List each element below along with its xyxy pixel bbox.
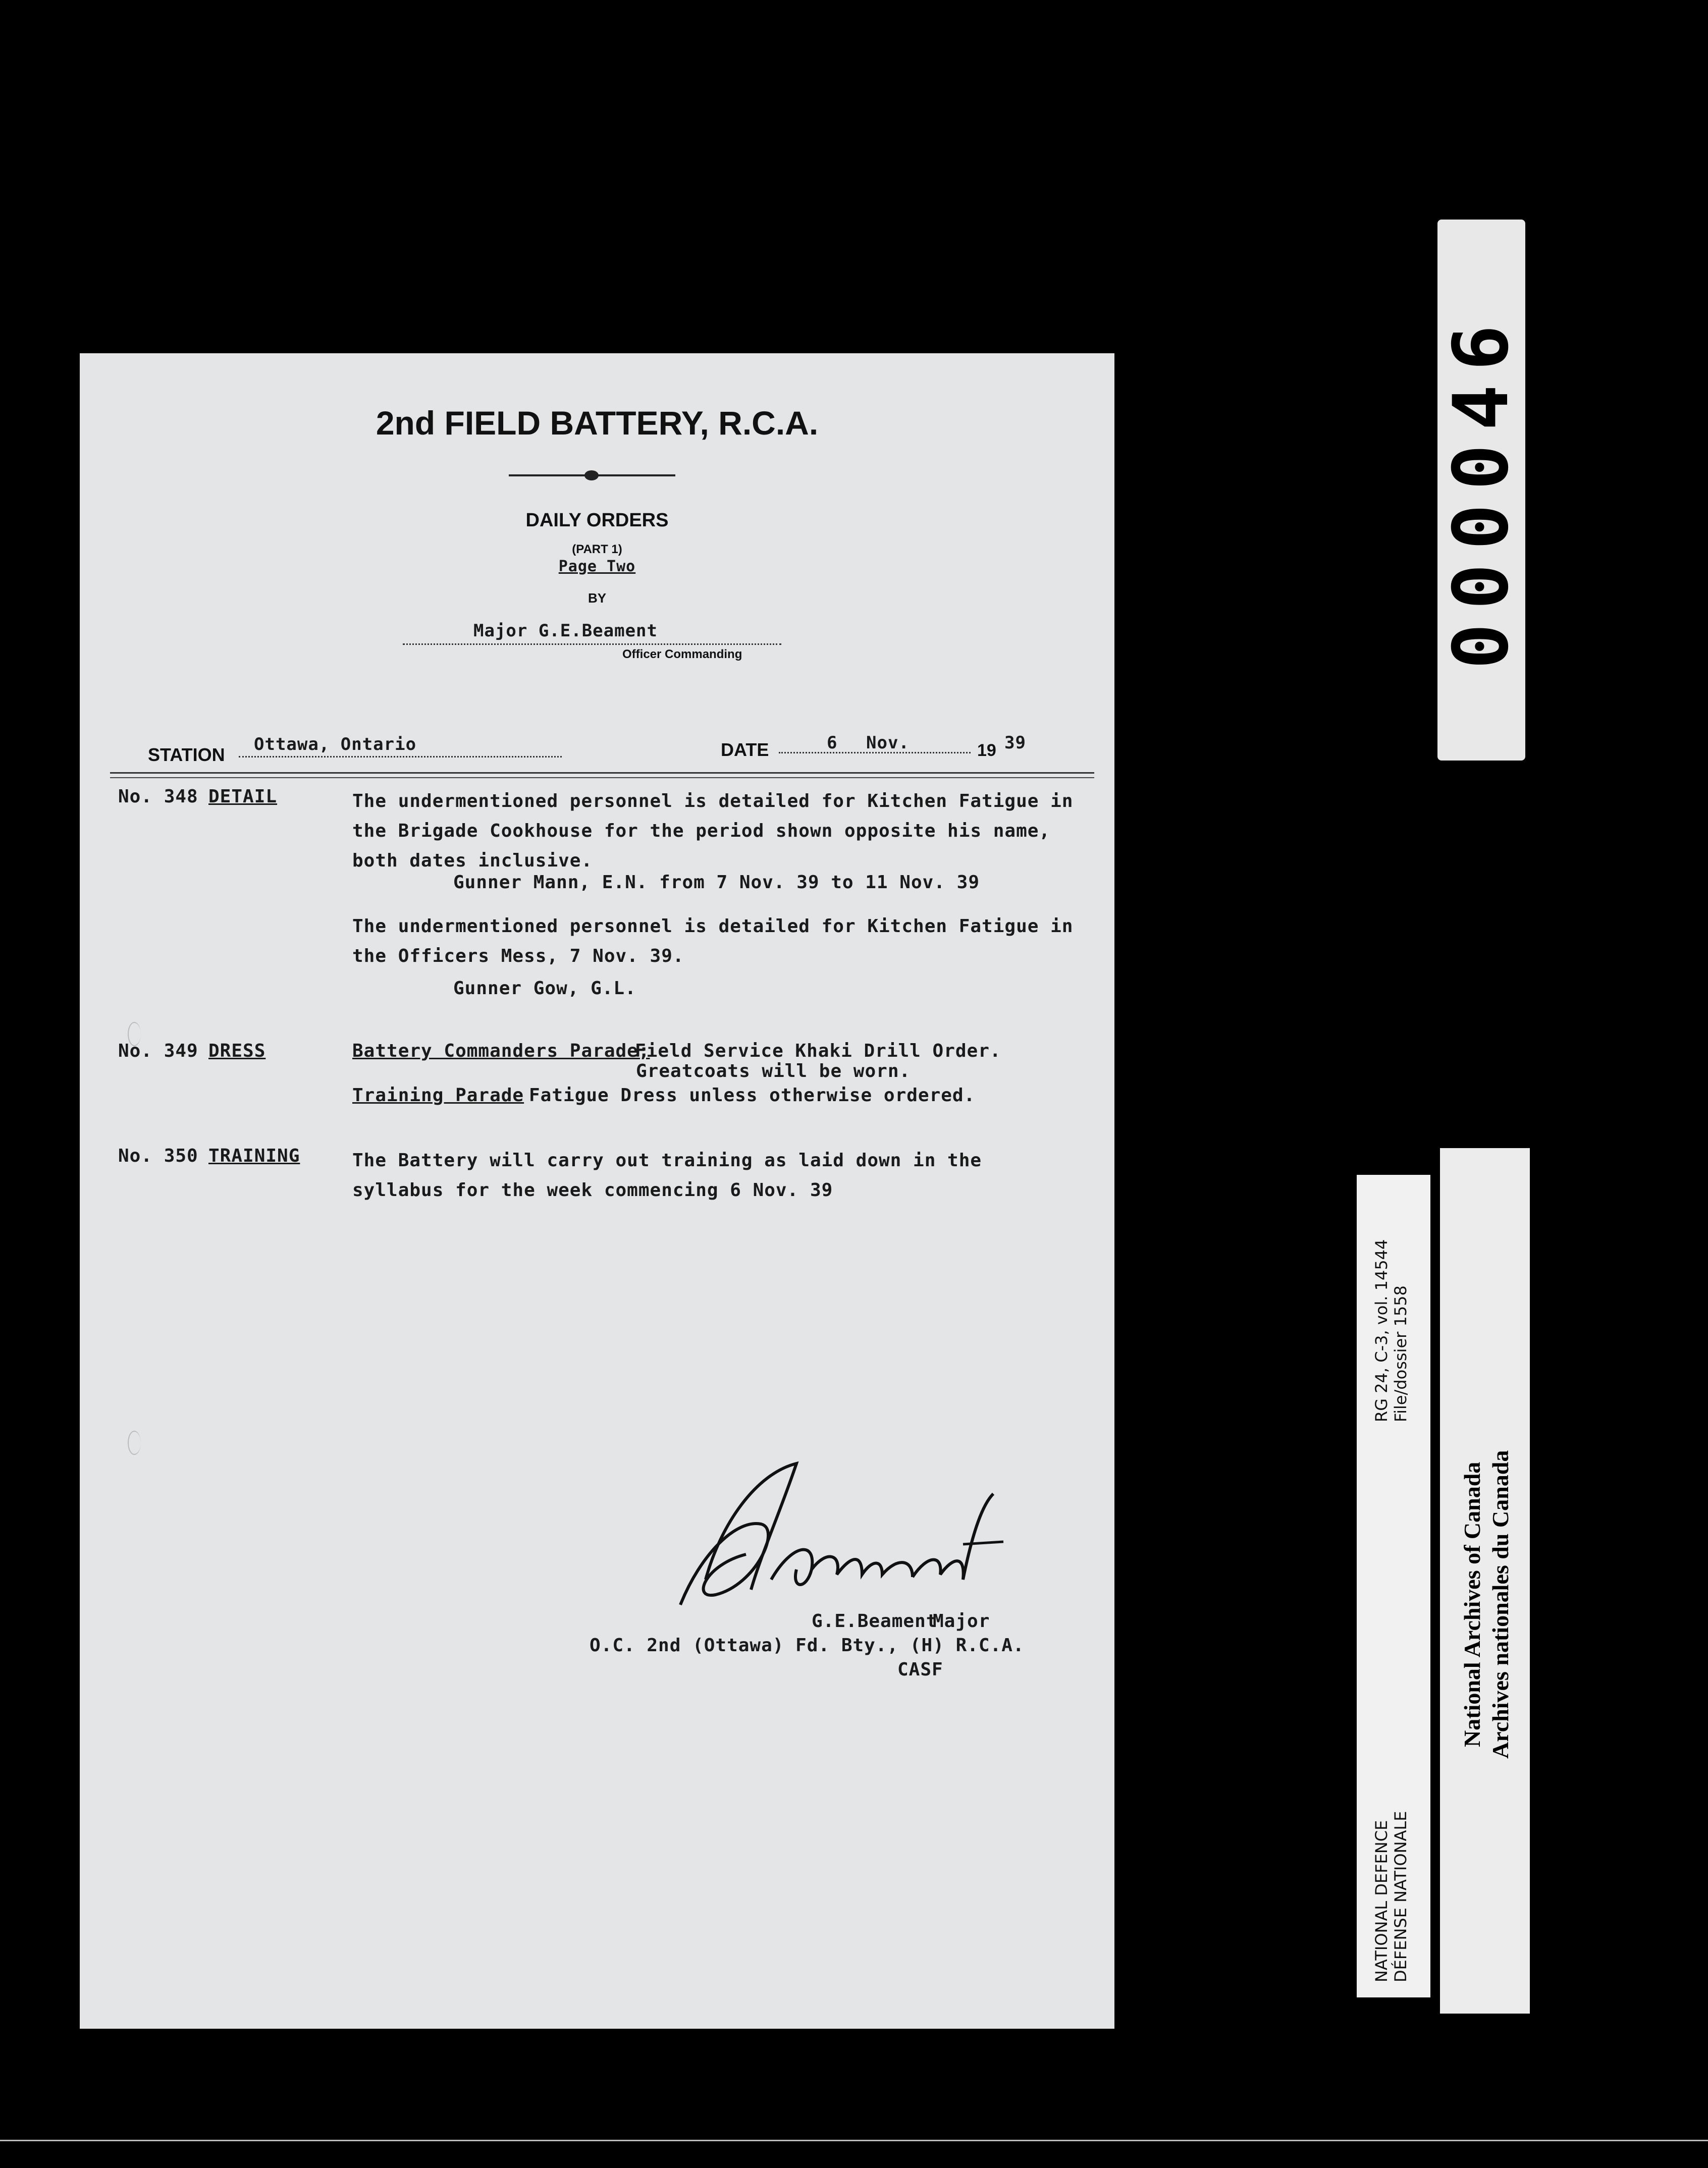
handwritten-signature xyxy=(630,1453,1013,1620)
date-label: DATE xyxy=(721,739,769,760)
station-value: Ottawa, Ontario xyxy=(254,734,417,754)
date-dotted-line xyxy=(779,752,971,753)
greatcoats-note: Greatcoats will be worn. xyxy=(636,1061,911,1081)
archives-name-en: National Archives of Canada xyxy=(1459,1461,1485,1747)
punch-hole-mark xyxy=(128,1022,141,1046)
unit-title: 2nd FIELD BATTERY, R.C.A. xyxy=(376,404,819,442)
order-heading: DRESS xyxy=(208,1041,266,1061)
punch-hole-mark xyxy=(128,1431,141,1455)
header-rule-secondary xyxy=(110,777,1094,778)
training-parade-label: Training Parade xyxy=(352,1085,524,1106)
department-fr: DÉFENSE NATIONALE xyxy=(1391,1811,1410,1982)
signatory-rank: Major xyxy=(933,1611,990,1632)
order-heading: DETAIL xyxy=(208,786,278,807)
order-paragraph: The Battery will carry out training as laid down in the syllabus for the week commencing 6 Nov. 39 xyxy=(352,1150,982,1201)
orders-title: DAILY ORDERS xyxy=(525,510,669,531)
order-personnel-line: Gunner Gow, G.L. xyxy=(453,978,636,999)
order-heading: TRAINING xyxy=(208,1146,300,1166)
station-label: STATION xyxy=(148,744,225,765)
date-day: 6 xyxy=(827,733,838,753)
header-rule xyxy=(110,772,1094,774)
national-archives-strip xyxy=(1440,1148,1530,2014)
frame-number: 000046 xyxy=(1437,311,1525,669)
battery-commanders-parade-label: Battery Commanders Parade; xyxy=(352,1041,650,1061)
date-month: Nov. xyxy=(866,733,910,753)
signatory-unit: O.C. 2nd (Ottawa) Fd. Bty., (H) R.C.A. xyxy=(590,1635,1025,1656)
signatory-name: G.E.Beament xyxy=(812,1611,938,1632)
department-en: NATIONAL DEFENCE xyxy=(1372,1820,1391,1982)
commander-dotted-line xyxy=(403,643,781,645)
date-year: 39 xyxy=(1004,733,1026,753)
document-page xyxy=(80,353,1114,2029)
title-ornament-dot xyxy=(584,470,599,480)
record-group-line: RG 24, C-3, vol. 14544 xyxy=(1372,1239,1391,1422)
archive-reference-strip xyxy=(1357,1175,1430,1997)
part-label: (PART 1) xyxy=(572,543,622,556)
commander-role: Officer Commanding xyxy=(622,647,742,661)
frame-number-tab xyxy=(1437,220,1525,761)
record-group-reference xyxy=(1372,1239,1410,1422)
national-archives-label xyxy=(1458,1450,1515,1759)
station-dotted-line xyxy=(239,756,562,757)
page-label: Page Two xyxy=(558,558,636,575)
order-paragraph: The undermentioned personnel is detailed for Kitchen Fatigue in the Brigade Cookhouse for the period shown opposite his name, both dates inclusive. xyxy=(352,791,1074,871)
order-paragraph: The undermentioned personnel is detailed for Kitchen Fatigue in the Officers Mess, 7 Nov. 39. xyxy=(352,916,1074,966)
order-number: No. 350 xyxy=(118,1146,198,1166)
order-number: No. 349 xyxy=(118,1041,198,1061)
film-edge-line xyxy=(0,2140,1708,2141)
order-number: No. 348 xyxy=(118,786,198,807)
signatory-casf: CASF xyxy=(897,1659,943,1680)
date-century: 19 xyxy=(977,741,996,760)
training-parade-dress: Fatigue Dress unless otherwise ordered. xyxy=(529,1085,976,1106)
order-personnel-line: Gunner Mann, E.N. from 7 Nov. 39 to 11 Nov. 39 xyxy=(453,872,980,893)
by-label: BY xyxy=(588,590,607,606)
file-dossier-line: File/dossier 1558 xyxy=(1391,1285,1410,1422)
battery-commanders-parade-dress: Field Service Khaki Drill Order. xyxy=(635,1041,1001,1061)
archives-name-fr: Archives nationales du Canada xyxy=(1487,1450,1513,1759)
commander-name: Major G.E.Beament xyxy=(473,621,658,641)
department-label xyxy=(1372,1811,1410,1982)
